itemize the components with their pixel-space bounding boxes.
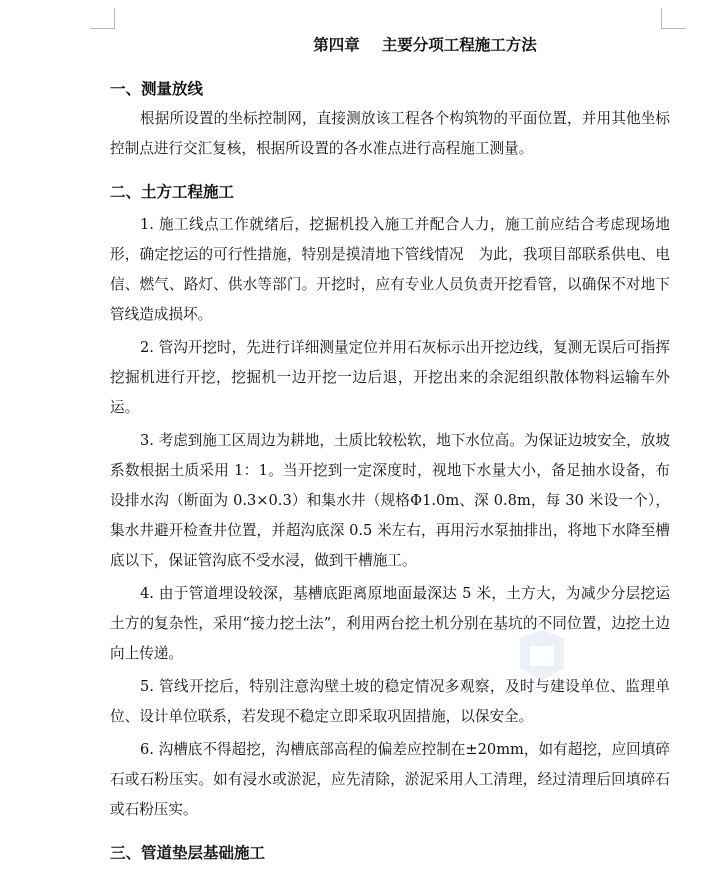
paragraph: 4. 由于管道埋设较深，基槽底距离原地面最深达 5 米，土方大，为减少分层挖运土方的复杂性，采用“接力挖土法”，利用两台挖土机分别在基坑的不同位置，边挖土边向上传递。 bbox=[110, 585, 670, 662]
paragraph: 2. 管沟开挖时，先进行详细测量定位并用石灰标示出开挖边线，复测无误后可指挥挖掘机进行开挖，挖掘机一边开挖一边后退，开挖出来的余泥组织散体物料运输车外运。 bbox=[110, 339, 670, 416]
section-heading-earthwork: 二、土方工程施工 bbox=[110, 182, 235, 201]
document-page bbox=[110, 30, 670, 868]
paragraph: 根据所设置的坐标控制网，直接测放该工程各个构筑物的平面位置，并用其他坐标控制点进行交汇复核，根据所设置的各水准点进行高程施工测量。 bbox=[110, 110, 670, 157]
paragraph: 6. 沟槽底不得超挖，沟槽底部高程的偏差应控制在±20mm，如有超挖，应回填碎石或石粉压实。如有浸水或淤泥，应先清除，淤泥采用人工清理，经过清理后回填碎石或石粉压实。 bbox=[110, 741, 670, 818]
section-heading-survey: 一、测量放线 bbox=[110, 79, 204, 98]
page-corner-mark-right bbox=[661, 8, 686, 29]
paragraph: 5. 管线开挖后，特别注意沟壁土坡的稳定情况多观察，及时与建设单位、监理单位、设计单位联系，若发现不稳定立即采取巩固措施，以保安全。 bbox=[110, 678, 670, 725]
chapter-name: 主要分项工程施工方法 bbox=[381, 35, 537, 54]
chapter-number: 第四章 bbox=[313, 35, 360, 54]
section-heading-pipe-base: 三、管道垫层基础施工 bbox=[110, 843, 266, 862]
chapter-title bbox=[110, 30, 670, 60]
page-corner-mark-left bbox=[90, 8, 115, 29]
paragraph: 1. 施工线点工作就绪后，挖掘机投入施工并配合人力，施工前应结合考虑现场地形，确定挖运的可行性措施，特别是摸清地下管线情况 为此，我项目部联系供电、电信、燃气、路灯、供水等部门。开挖时，应有专业人员负责开挖看管，以确保不对地下管线造成损坏。 bbox=[110, 216, 670, 323]
paragraph: 3. 考虑到施工区周边为耕地，土质比较松软，地下水位高。为保证边坡安全，放坡系数根据土质采用 1：1。当开挖到一定深度时，视地下水量大小，备足抽水设备，布设排水沟（断面为 0.3×0.3）和集水井（规格Φ1.0m、深 0.8m，每 30 米设一个），集水井避开检查井位置，并超沟底深 0.5 米左右，再用污水泵抽排出，将地下水降至槽底以下，保证管沟底不受水浸，做到干槽施工。 bbox=[110, 432, 670, 569]
